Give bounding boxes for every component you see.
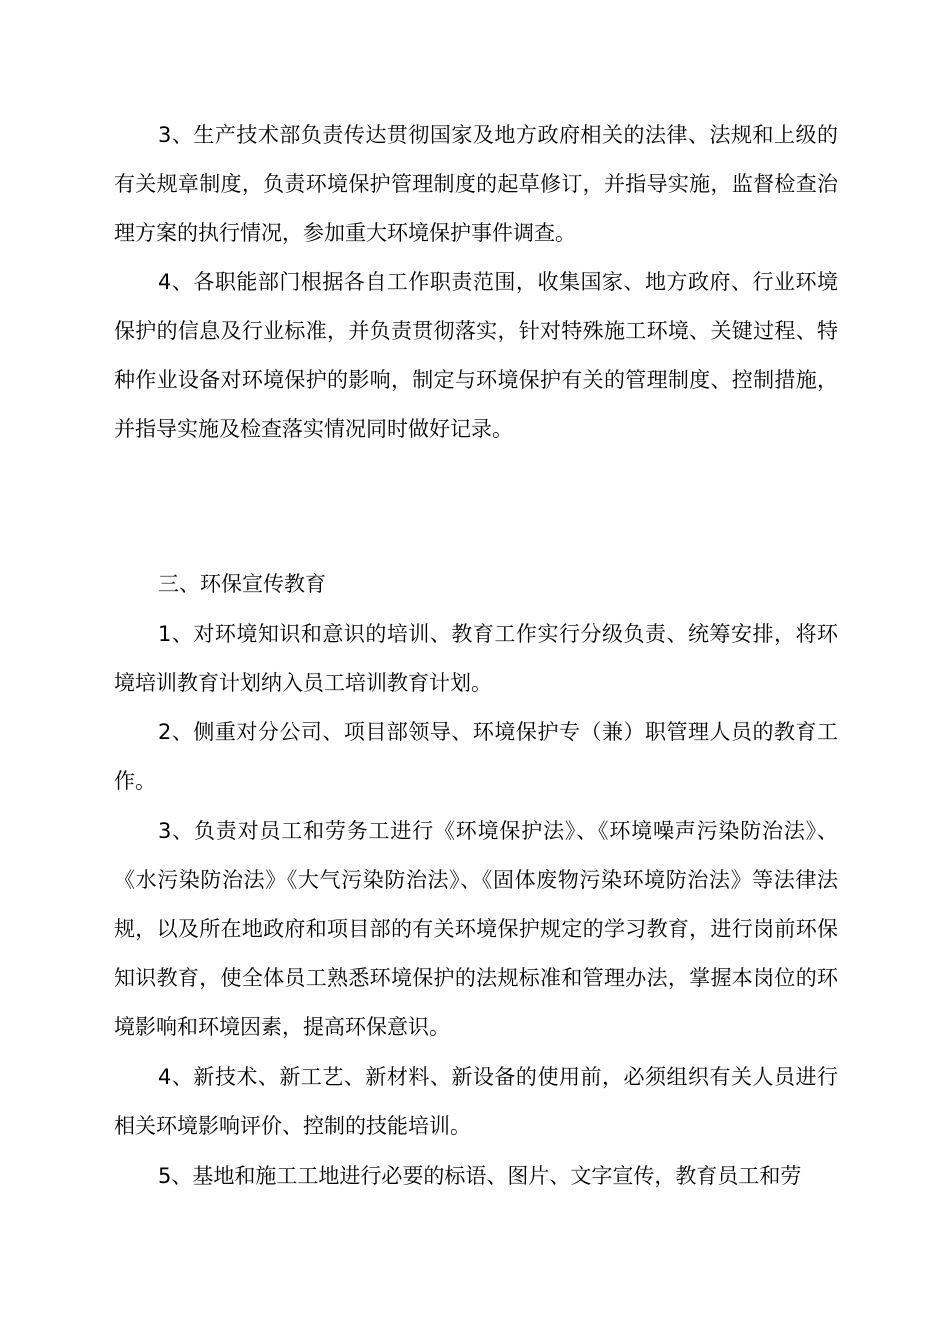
paragraph-item-3: 3、生产技术部负责传达贯彻国家及地方政府相关的法律、法规和上级的有关规章制度，负责环境保护管理制度的起草修订，并指导实施，监督检查治理方案的执行情况，参加重大环境保护事件调查。 <box>114 123 838 245</box>
section-paragraph-5: 5、基地和施工工地进行必要的标语、图片、文字宣传，教育员工和劳 <box>158 1164 802 1188</box>
section-paragraph-3: 3、负责对员工和劳务工进行《环境保护法》、《环境噪声污染防治法》、《水污染防治法》《大气污染防治法》、《固体废物污染环境防治法》等法律法规，以及所在地政府和项目部的有关环境保护规定的学习教育，进行岗前环保知识教育，使全体员工熟悉环境保护的法规标准和管理办法，掌握本岗位的环境影响和环境因素，提高环保意识。 <box>114 819 838 1039</box>
section-heading: 三、环保宣传教育 <box>158 572 326 596</box>
section-paragraph-1: 1、对环境知识和意识的培训、教育工作实行分级负责、统筹安排，将环境培训教育计划纳入员工培训教育计划。 <box>114 622 838 695</box>
section-paragraph-2: 2、侧重对分公司、项目部领导、环境保护专（兼）职管理人员的教育工作。 <box>114 720 838 793</box>
paragraph-item-4: 4、各职能部门根据各自工作职责范围，收集国家、地方政府、行业环境保护的信息及行业标准，并负责贯彻落实，针对特殊施工环境、关键过程、特种作业设备对环境保护的影响，制定与环境保护有关的管理制度、控制措施，并指导实施及检查落实情况同时做好记录。 <box>114 270 838 441</box>
section-paragraph-4: 4、新技术、新工艺、新材料、新设备的使用前，必须组织有关人员进行相关环境影响评价、控制的技能培训。 <box>114 1065 838 1138</box>
